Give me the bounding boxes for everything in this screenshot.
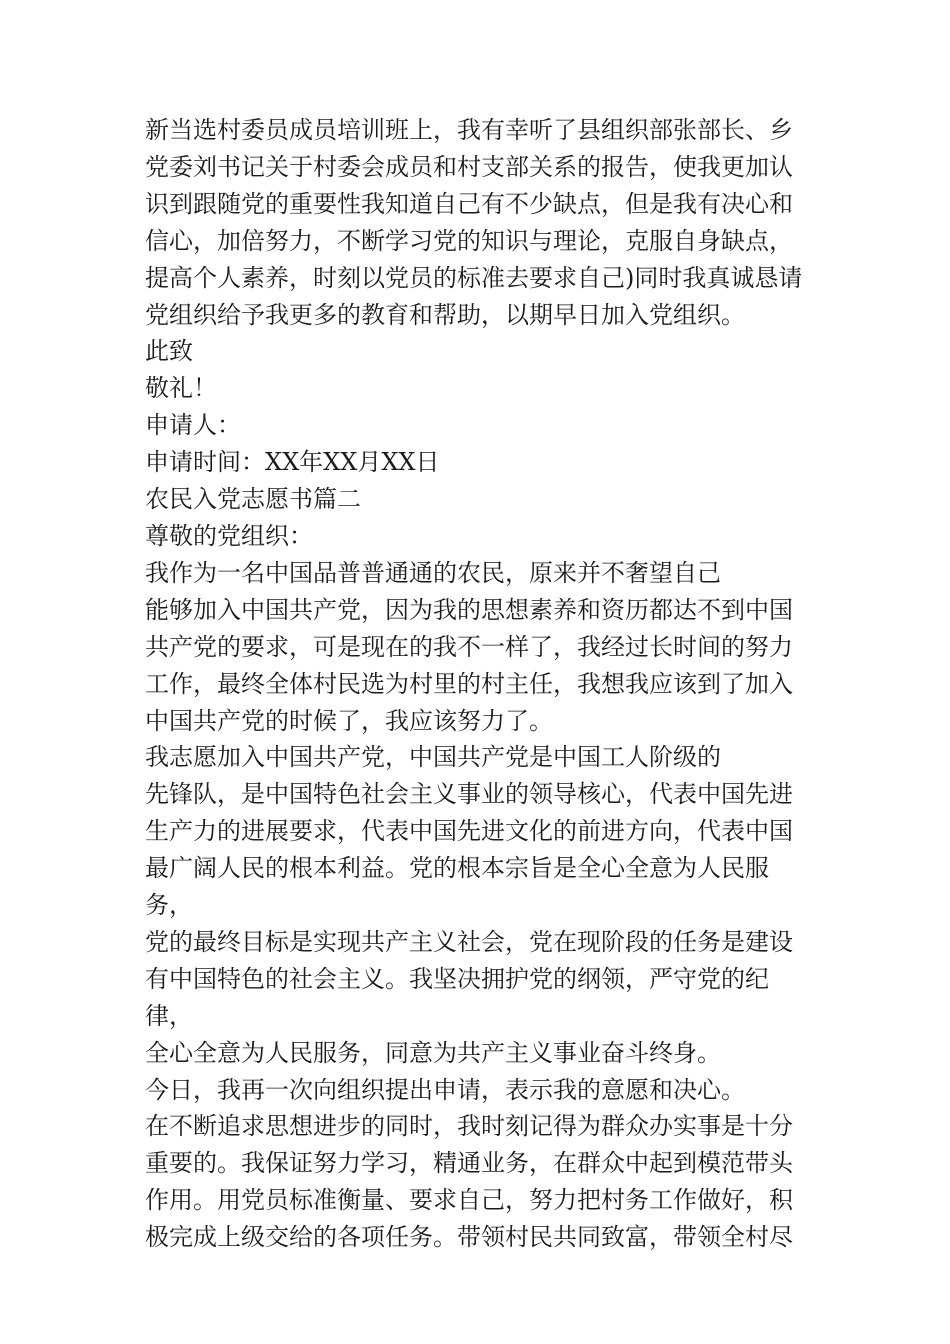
paragraph-line: 最广阔人民的根本利益。党的根本宗旨是全心全意为人民服务， <box>145 854 769 920</box>
paragraph-line: 极完成上级交给的各项任务。带领村民共同致富，带领全村尽 <box>145 1223 793 1252</box>
closing-line: 此致 <box>145 337 193 366</box>
paragraph-line: 中国共产党的时候了，我应该努力了。 <box>145 706 553 735</box>
paragraph-line: 重要的。我保证努力学习，精通业务，在群众中起到模范带头 <box>145 1149 793 1178</box>
paragraph-line: 我志愿加入中国共产党，中国共产党是中国工人阶级的 <box>145 743 721 772</box>
document-body <box>145 112 805 1256</box>
paragraph-line: 生产力的进展要求，代表中国先进文化的前进方向，代表中国 <box>145 817 793 846</box>
paragraph-line: 新当选村委员成员培训班上，我有幸听了县组织部张部长、乡 <box>145 116 793 144</box>
applicant-label: 申请人： <box>145 411 241 440</box>
paragraph-line: 信心，加倍努力，不断学习党的知识与理论，克服自身缺点， <box>145 226 793 255</box>
paragraph-line: 先锋队，是中国特色社会主义事业的领导核心，代表中国先进 <box>145 780 793 809</box>
paragraph-line: 党组织给予我更多的教育和帮助，以期早日加入党组织。 <box>145 300 745 329</box>
paragraph-line: 全心全意为人民服务，同意为共产主义事业奋斗终身。 <box>145 1038 721 1067</box>
paragraph-line: 共产党的要求，可是现在的我不一样了，我经过长时间的努力 <box>145 632 793 661</box>
application-date: 申请时间：XX年XX月XX日 <box>145 448 440 477</box>
paragraph-line: 提高个人素养，时刻以党员的标准去要求自己)同时我真诚恳请 <box>145 263 803 292</box>
paragraph-line: 今日，我再一次向组织提出申请，表示我的意愿和决心。 <box>145 1075 745 1104</box>
paragraph-line: 能够加入中国共产党，因为我的思想素养和资历都达不到中国 <box>145 595 793 624</box>
section-title: 农民入党志愿书篇二 <box>145 485 361 514</box>
paragraph-line: 作用。用党员标准衡量、要求自己，努力把村务工作做好，积 <box>145 1186 793 1215</box>
salutation: 尊敬的党组织： <box>145 521 313 550</box>
paragraph-line: 党的最终目标是实现共产主义社会，党在现阶段的任务是建设 <box>145 927 793 956</box>
paragraph-line: 有中国特色的社会主义。我坚决拥护党的纲领，严守党的纪律， <box>145 964 769 1030</box>
paragraph-line: 我作为一名中国品普普通通的农民，原来并不奢望自己 <box>145 558 721 587</box>
paragraph-line: 工作，最终全体村民选为村里的村主任，我想我应该到了加入 <box>145 669 793 698</box>
paragraph-line: 识到跟随党的重要性我知道自己有不少缺点，但是我有决心和 <box>145 189 793 218</box>
paragraph-line: 在不断追求思想进步的同时，我时刻记得为群众办实事是十分 <box>145 1112 793 1141</box>
paragraph-line: 党委刘书记关于村委会成员和村支部关系的报告，使我更加认 <box>145 152 793 181</box>
closing-salute: 敬礼！ <box>145 374 217 403</box>
